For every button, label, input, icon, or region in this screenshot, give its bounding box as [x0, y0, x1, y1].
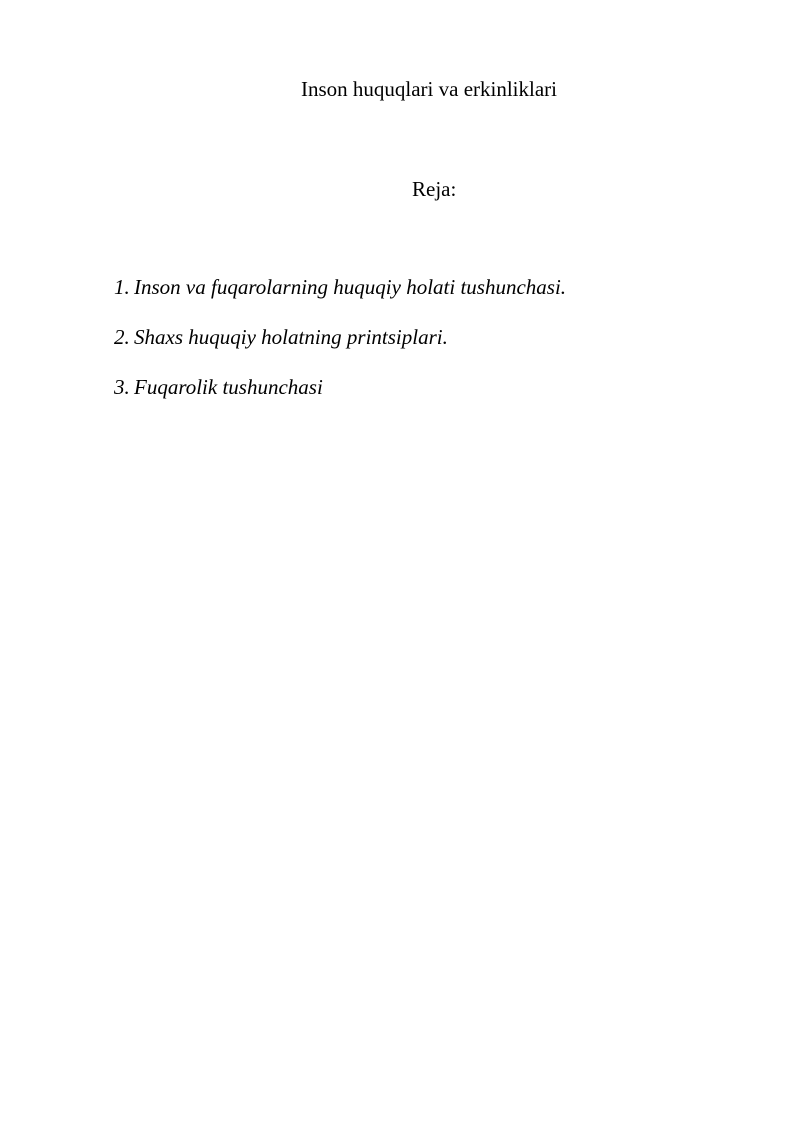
plan-item-text: Shaxs huquqiy holatning printsiplari. — [134, 325, 448, 349]
plan-item-number: 1. — [114, 275, 130, 299]
plan-item-number: 3. — [114, 375, 130, 399]
plan-item-number: 2. — [114, 325, 130, 349]
plan-list — [114, 274, 566, 424]
plan-item-1 — [114, 274, 566, 300]
plan-item-text: Fuqarolik tushunchasi — [134, 375, 323, 399]
plan-heading: Reja: — [412, 177, 457, 201]
document-title: Inson huquqlari va erkinliklari — [300, 77, 558, 101]
plan-item-3 — [114, 374, 566, 400]
plan-item-2 — [114, 324, 566, 350]
plan-item-text: Inson va fuqarolarning huquqiy holati tushunchasi. — [134, 275, 567, 299]
